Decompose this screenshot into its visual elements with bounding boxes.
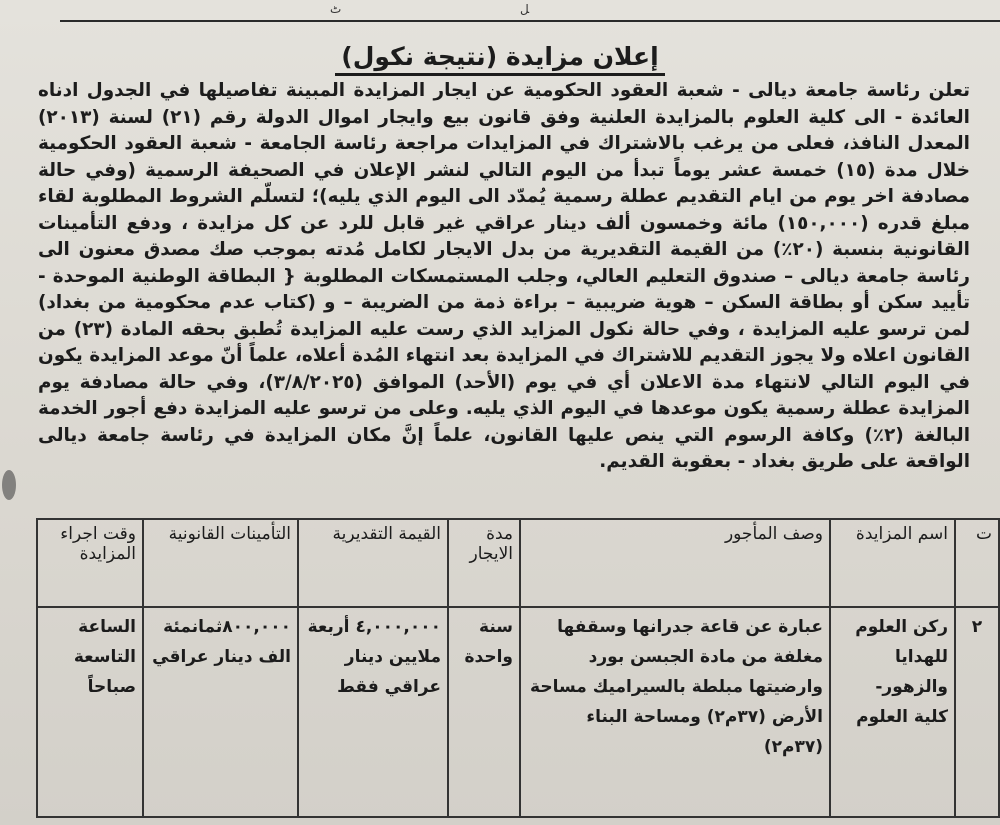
cell-duration: سنة واحدة <box>448 607 520 817</box>
cell-time: الساعة التاسعة صباحاً <box>37 607 143 817</box>
header-duration: مدة الايجار <box>448 519 520 607</box>
cell-deposit: ٨٠٠,٠٠٠ثمانمئة الف دينار عراقي <box>143 607 298 817</box>
cell-description: عبارة عن قاعة جدرانها وسقفها مغلفة من مادة الجبسن بورد وارضيتها مبلطة بالسيراميك مساحة الأرض (٣٧م٢) ومساحة البناء (٣٧م٢) <box>520 607 830 817</box>
cell-no: ٢ <box>955 607 999 817</box>
top-rule <box>60 20 1000 22</box>
stray-mark-1: ٹ <box>330 2 342 16</box>
table-row <box>37 607 999 817</box>
title-text: إعلان مزايدة (نتيجة نكول) <box>335 42 664 76</box>
announcement-title <box>0 42 1000 76</box>
binding-hole-mark <box>2 470 16 500</box>
top-stray-marks <box>330 2 550 16</box>
stray-mark-2: ﻞ <box>520 2 530 16</box>
header-time: وقت اجراء المزايدة <box>37 519 143 607</box>
table-header-row <box>37 519 999 607</box>
header-value: القيمة التقديرية <box>298 519 448 607</box>
header-deposit: التأمينات القانونية <box>143 519 298 607</box>
cell-value: ٤,٠٠٠,٠٠٠ أربعة ملايين دينار عراقي فقط <box>298 607 448 817</box>
auction-table <box>36 518 1000 818</box>
announcement-paragraph: تعلن رئاسة جامعة ديالى - شعبة العقود الحكومية عن ايجار المزايدة المبينة تفاصيلها في الجدول ادناه العائدة - الى كلية العلوم بالمزايدة العلنية وفق قانون بيع وايجار اموال الدولة رقم (٢١) لسنة (٢٠١٣) المعدل النافذ، فعلى من يرغب بالاشتراك في المزايدات مراجعة رئاسة الجامعة - شعبة العقود الحكومية خلال مدة (١٥) خمسة عشر يوماً تبدأ من اليوم التالي لنشر الإعلان في الصحيفة الرسمية (وفي حالة مصادفة اخر يوم من ايام التقديم عطلة رسمية يُمدّد الى اليوم الذي يليه)؛ لتسلّم الشروط المطلوبة لقاء مبلغ قدره (١٥٠,٠٠٠) مائة وخمسون ألف دينار عراقي غير قابل للرد عن كل مزايدة ، ودفع التأمينات القانونية بنسبة (٢٠٪) من القيمة التقديرية من بدل الايجار لكامل مُدته بموجب صك مصدق معنون الى رئاسة جامعة ديالى – صندوق التعليم العالي، وجلب المستمسكات المطلوبة { البطاقة الوطنية الموحدة - تأييد سكن أو بطاقة السكن – هوية ضريبية – براءة ذمة من الضريبة – و (كتاب عدم محكومية من بغداد) لمن ترسو عليه المزايدة ، وفي حالة نكول المزايد الذي رست عليه المزايدة تُطبق بحقه المادة (٢٣) من القانون اعلاه ولا يجوز التقديم للاشتراك في المزايدة بعد انتهاء المُدة أعلاه، علماً أنّ موعد المزايدة يكون في اليوم التالي لانتهاء مدة الاعلان أي في يوم (الأحد) الموافق (٣/٨/٢٠٢٥)، وفي حالة مصادفة يوم المزايدة عطلة رسمية يكون موعدها في اليوم الذي يليه. وعلى من ترسو عليه المزايدة دفع أجور الخدمة البالغة (٢٪) وكافة الرسوم التي ينص عليها القانون، علماً إنَّ مكان المزايدة في رئاسة جامعة ديالى الواقعة على طريق بغداد - بعقوبة القديم. <box>38 80 970 472</box>
header-name: اسم المزايدة <box>830 519 955 607</box>
cell-name: ركن العلوم للهدايا والزهور- كلية العلوم <box>830 607 955 817</box>
header-no: ت <box>955 519 999 607</box>
header-description: وصف المأجور <box>520 519 830 607</box>
